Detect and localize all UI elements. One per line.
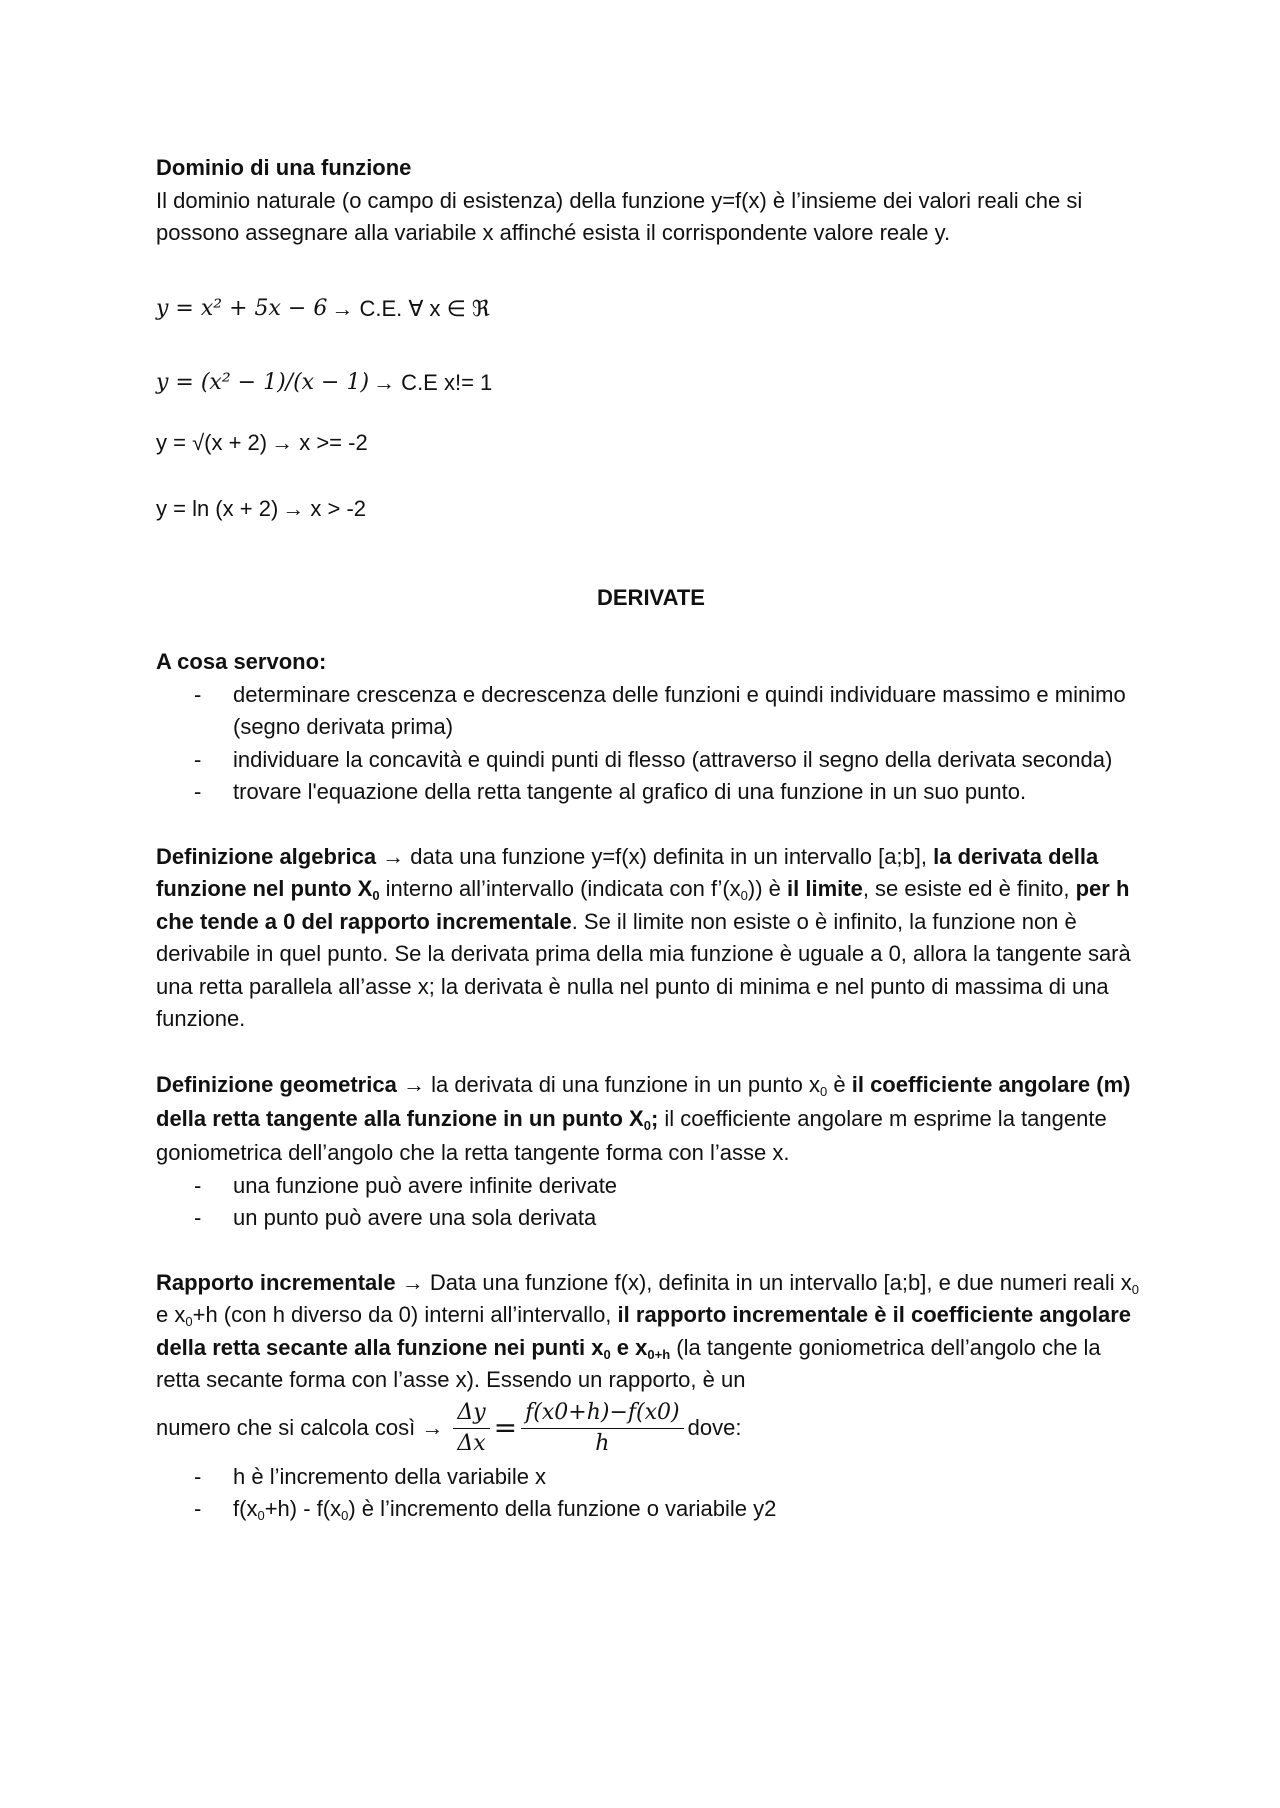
domain-definition: Il dominio naturale (o campo di esistenza) della funzione y=f(x) è l’insieme dei valori reali che si possono assegnare alla variabile x affinché esista il corrispondente valore reale y. bbox=[156, 187, 1083, 245]
uses-list bbox=[156, 679, 1146, 809]
example-result: → x > -2 bbox=[282, 496, 367, 522]
list-item: - trovare l'equazione della retta tangente al grafico di una funzione in un suo punto. bbox=[156, 776, 1146, 809]
list-item: - h è l’incremento della variabile x bbox=[156, 1461, 1146, 1494]
example-formula: y = √(x + 2) bbox=[156, 430, 268, 456]
example-formula: y = (x² − 1)/(x − 1) bbox=[156, 370, 370, 396]
geometric-list bbox=[156, 1170, 1146, 1235]
incremental-definition: Rapporto incrementale → Data una funzione f(x), definita in un intervallo [a;b], e due numeri reali $x_0$ e $x_0+h$ (con h diverso da 0) interni all’intervallo, il rapporto incrementale è il coefficiente angolare della retta secante alla funzione nei punti $x_0$ e $x_{0+h}$ (la tangente goniometrica dell’angolo che la retta secante forma con l’asse x). Essendo un rapporto, è un bbox=[156, 1269, 1140, 1392]
document-content bbox=[156, 152, 1146, 1526]
formula-prefix: numero che si calcola così → bbox=[156, 1415, 444, 1441]
example-formula: y = ln (x + 2) bbox=[156, 496, 279, 522]
domain-example-4 bbox=[156, 482, 1146, 538]
equals-sign: = bbox=[493, 1411, 518, 1445]
section-title-domain: Dominio di una funzione bbox=[156, 155, 412, 180]
section-title-derivate: DERIVATE bbox=[597, 584, 705, 610]
algebraic-definition: Definizione algebrica → data una funzione y=f(x) definita in un intervallo [a;b], la derivata della funzione nel punto $X_0$ interno all’intervallo (indicata con $f’(x_0)$) è il limite, se esiste ed è finito, per h che tende a 0 del rapporto incrementale. Se il limite non esiste o è infinito, la funzione non è derivabile in quel punto. Se la derivata prima della mia funzione è uguale a 0, allora la tangente sarà una retta parallela all’asse x; la derivata è nulla nel punto di minima e nel punto di massima di una funzione. bbox=[156, 843, 1131, 1031]
example-result: → x >= -2 bbox=[271, 430, 368, 456]
domain-example-2 bbox=[156, 356, 1146, 412]
list-item: - individuare la concavità e quindi punti di flesso (attraverso il segno della derivata seconda) bbox=[156, 744, 1146, 777]
example-result: → C.E x!= 1 bbox=[373, 370, 493, 396]
example-formula: y = x² + 5x − 6 bbox=[156, 296, 328, 322]
list-item: - una funzione può avere infinite derivate bbox=[156, 1170, 1146, 1203]
domain-example-3 bbox=[156, 416, 1146, 472]
list-item: - un punto può avere una sola derivata bbox=[156, 1202, 1146, 1235]
incremental-list bbox=[156, 1461, 1146, 1526]
list-item: - determinare crescenza e decrescenza delle funzioni e quindi individuare massimo e minimo (segno derivata prima) bbox=[156, 679, 1146, 744]
fraction-difference: $\frac{f(x0+h)-f(x0)}{h}$ bbox=[521, 1398, 683, 1459]
geometric-definition: Definizione geometrica → la derivata di una funzione in un punto $x_0$ è il coefficiente angolare (m) della retta tangente alla funzione in un punto $X_0$; il coefficiente angolare m esprime la tangente goniometrica dell’angolo che la retta tangente forma con l’asse x. bbox=[156, 1071, 1131, 1165]
incremental-formula bbox=[156, 1397, 1146, 1461]
uses-title: A cosa servono: bbox=[156, 649, 327, 674]
fraction-delta: $\frac{\Delta y}{\Delta x}$ bbox=[453, 1398, 489, 1459]
domain-example-1 bbox=[156, 282, 1146, 338]
example-result: → C.E. ∀ x ∈ ℜ bbox=[331, 296, 490, 322]
list-item: - $f(x_0+h) - f(x_0)$ è l’incremento della funzione o variabile y2 bbox=[156, 1493, 1146, 1526]
formula-suffix: dove: bbox=[687, 1415, 742, 1441]
